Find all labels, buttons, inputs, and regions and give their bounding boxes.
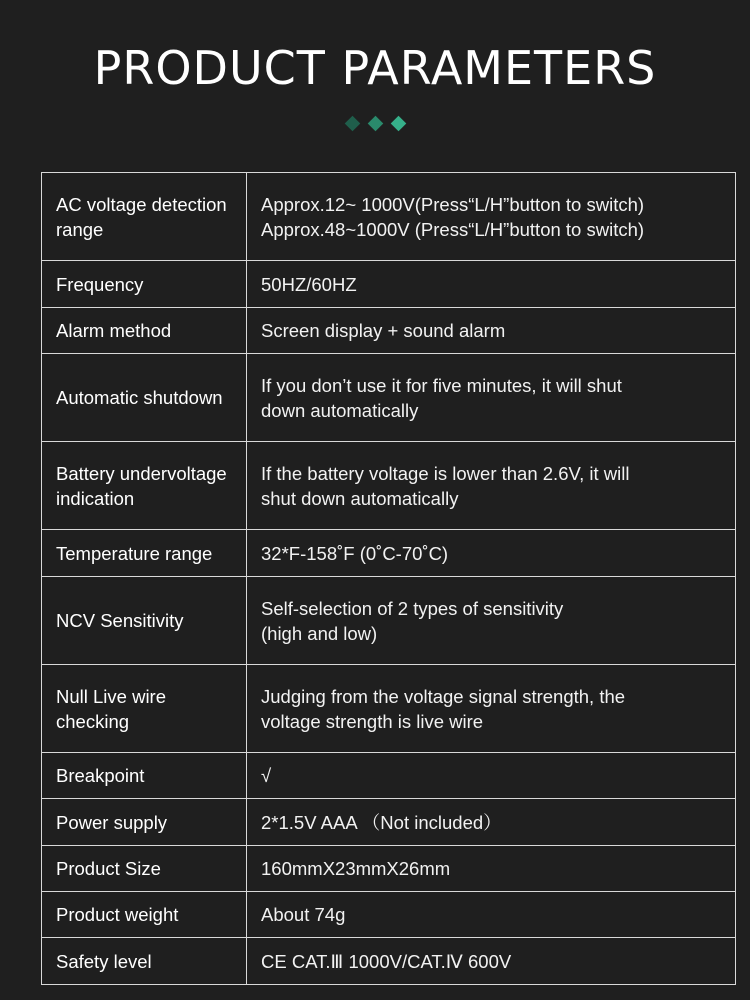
row-value bbox=[247, 665, 736, 753]
label-line: Alarm method bbox=[56, 320, 172, 341]
value-line: Judging from the voltage signal strength, the bbox=[261, 685, 626, 707]
value-line: 160mmX23mmX26mm bbox=[261, 858, 451, 879]
row-label bbox=[42, 799, 247, 846]
label-line: Null Live wire bbox=[56, 685, 167, 707]
value-line: Screen display + sound alarm bbox=[261, 320, 506, 341]
label-line: Product Size bbox=[56, 858, 161, 879]
value-line: Self-selection of 2 types of sensitivity bbox=[261, 597, 564, 619]
diamond-icon bbox=[344, 116, 360, 132]
label-line: Automatic shutdown bbox=[56, 387, 223, 408]
value-line: About 74g bbox=[261, 904, 346, 925]
row-value bbox=[247, 530, 736, 577]
row-value bbox=[247, 846, 736, 892]
table-row bbox=[42, 892, 736, 938]
decorative-diamonds bbox=[0, 116, 750, 132]
table-row bbox=[42, 261, 736, 308]
page-title: PRODUCT PARAMETERS bbox=[93, 41, 657, 95]
table-row bbox=[42, 442, 736, 530]
table-row bbox=[42, 846, 736, 892]
row-value bbox=[247, 173, 736, 261]
value-line: voltage strength is live wire bbox=[261, 710, 484, 732]
row-value bbox=[247, 577, 736, 665]
label-line: Power supply bbox=[56, 811, 168, 833]
value-line: If you don’t use it for five minutes, it will shut bbox=[261, 374, 622, 396]
row-label bbox=[42, 892, 247, 938]
table-row bbox=[42, 530, 736, 577]
row-value bbox=[247, 442, 736, 530]
row-value bbox=[247, 938, 736, 985]
row-label bbox=[42, 530, 247, 577]
row-value bbox=[247, 753, 736, 799]
value-line: CE CAT.Ⅲ 1000V/CAT.Ⅳ 600V bbox=[261, 950, 512, 972]
row-label bbox=[42, 173, 247, 261]
diamond-icon bbox=[390, 116, 406, 132]
row-label bbox=[42, 938, 247, 985]
value-line: down automatically bbox=[261, 399, 419, 421]
label-line: indication bbox=[56, 487, 135, 509]
table-row bbox=[42, 577, 736, 665]
value-line: 2*1.5V AAA （Not included） bbox=[261, 811, 502, 833]
label-line: Product weight bbox=[56, 904, 179, 925]
row-value bbox=[247, 261, 736, 308]
value-line: Approx.12~ 1000V(Press“L/H”button to switch) bbox=[261, 193, 645, 215]
value-line: 32*F-158˚F (0˚C-70˚C) bbox=[261, 542, 449, 564]
row-label bbox=[42, 665, 247, 753]
row-value bbox=[247, 308, 736, 354]
row-label bbox=[42, 753, 247, 799]
value-line: 50HZ/60HZ bbox=[261, 273, 357, 295]
label-line: Battery undervoltage bbox=[56, 462, 227, 484]
table-row bbox=[42, 799, 736, 846]
diamond-icon bbox=[367, 116, 383, 132]
label-line: checking bbox=[56, 710, 130, 732]
table-row bbox=[42, 753, 736, 799]
value-line: Approx.48~1000V (Press“L/H”button to switch) bbox=[261, 218, 645, 240]
label-line: AC voltage detection bbox=[56, 193, 227, 215]
table-row bbox=[42, 354, 736, 442]
row-label bbox=[42, 442, 247, 530]
label-line: NCV Sensitivity bbox=[56, 610, 184, 631]
row-label bbox=[42, 261, 247, 308]
checkmark-icon: √ bbox=[261, 765, 272, 786]
value-line: If the battery voltage is lower than 2.6V, it will bbox=[261, 462, 630, 484]
table-row bbox=[42, 308, 736, 354]
row-value bbox=[247, 799, 736, 846]
label-line: Temperature range bbox=[56, 542, 213, 564]
label-line: Safety level bbox=[56, 950, 152, 972]
row-value bbox=[247, 354, 736, 442]
label-line: Frequency bbox=[56, 273, 144, 295]
label-line: range bbox=[56, 218, 104, 240]
row-label bbox=[42, 308, 247, 354]
row-label bbox=[42, 577, 247, 665]
table-row bbox=[42, 665, 736, 753]
table-row bbox=[42, 173, 736, 261]
label-line: Breakpoint bbox=[56, 765, 145, 786]
value-line: (high and low) bbox=[261, 622, 378, 644]
row-label bbox=[42, 354, 247, 442]
row-label bbox=[42, 846, 247, 892]
table-row bbox=[42, 938, 736, 985]
parameters-table bbox=[41, 172, 736, 985]
value-line: shut down automatically bbox=[261, 487, 459, 509]
row-value bbox=[247, 892, 736, 938]
